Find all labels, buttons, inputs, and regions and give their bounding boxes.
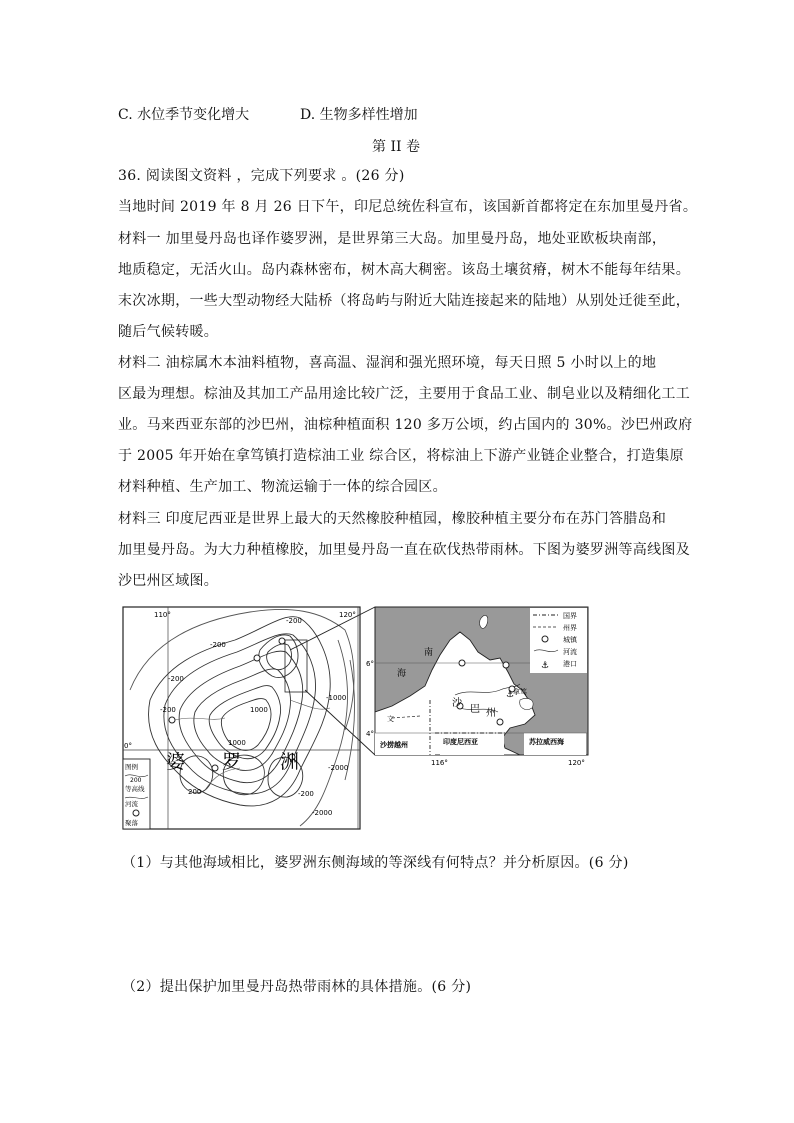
legend-state-border-label: 州界: [563, 624, 577, 632]
contour-label: 1000: [250, 706, 268, 714]
paragraph-line: 末次冰期，一些大型动物经大陆桥（将岛屿与附近大陆连接起来的陆地）从别处迁徙至此，: [118, 293, 690, 309]
paragraph-line: 材料一 加里曼丹岛也译作婆罗洲，是世界第三大岛。加里曼丹岛，地处亚欧板块南部，: [118, 231, 667, 247]
sea-label: 南: [424, 648, 434, 658]
contour-label: -200: [210, 641, 226, 649]
option-c: C. 水位季节变化增大: [118, 107, 250, 123]
island-name-char: 洲: [280, 751, 300, 773]
lat-label-6: 6°: [366, 660, 374, 668]
neighbor-label: 印度尼西亚: [443, 737, 478, 746]
island-name-char: 婆: [166, 751, 186, 773]
sub-question-1: （1）与其他海域相比，婆罗洲东侧海域的等深线有何特点？并分析原因。(6 分): [122, 855, 629, 871]
contour-label: -200: [298, 790, 314, 798]
option-d: D. 生物多样性增加: [300, 107, 418, 123]
paragraph-line: 于 2005 年开始在拿笃镇打造棕油工业 综合区，将棕油上下游产业链企业整合，打造集原: [118, 448, 684, 464]
legend-town-label: 城镇: [563, 636, 577, 644]
brunei-label: 文: [387, 715, 394, 723]
contour-label: -2000: [312, 809, 333, 817]
lon-label-120: 120°: [339, 611, 356, 619]
neighbor-label: 苏拉威西海: [529, 737, 564, 746]
sea-label: 海: [397, 669, 407, 679]
legend-river-label: 河流: [125, 800, 138, 808]
paragraph-line: 材料三 印度尼西亚是世界上最大的天然橡胶种植园，橡胶种植主要分布在苏门答腊岛和: [118, 511, 667, 527]
neighbor-label: 沙捞越州: [380, 740, 408, 749]
port-anchor-icon: ⚓: [506, 690, 515, 700]
paragraph-line: 加里曼丹岛。为大力种植橡胶，加里曼丹岛一直在砍伐热带雨林。下图为婆罗洲等高线图及: [118, 542, 690, 558]
legend-title: 图例: [125, 763, 138, 771]
legend-town-icon: [542, 636, 548, 642]
contour-label: -2000: [328, 764, 349, 772]
legend-settlement-label: 聚落: [125, 819, 138, 827]
lat-label-4: 4°: [366, 730, 374, 738]
island-name-char: 罗: [222, 751, 242, 773]
contour-label: 1000: [228, 739, 246, 747]
contour-label: -200: [168, 675, 184, 683]
state-name-char: 巴: [470, 704, 480, 715]
legend-contour-label: 等高线: [125, 785, 145, 793]
paragraph-line: 当地时间 2019 年 8 月 26 日下午，印尼总统佐科宣布，该国新首都将定在东加里曼丹省。: [118, 199, 698, 215]
legend-settlement-icon: [133, 810, 139, 816]
town-label: 拿笃: [513, 688, 527, 696]
legend-port-icon: ⚓: [541, 661, 550, 671]
state-name-char: 沙: [452, 698, 462, 709]
contour-label: 200: [188, 788, 202, 796]
lon-label-116: 116°: [431, 759, 448, 767]
contour-label: -200: [160, 706, 176, 714]
paragraph-line: 区最为理想。棕油及其加工产品用途比较广泛，主要用于食品工业、制皂业以及精细化工工: [118, 386, 690, 402]
lon-label-110: 110°: [154, 611, 171, 619]
contour-label: -1000: [326, 694, 347, 702]
state-name-char: 州: [486, 708, 496, 719]
paragraph-line: 材料种植、生产加工、物流运输于一体的综合园区。: [118, 479, 447, 495]
lat-label-0: 0°: [124, 742, 132, 750]
right-legend-box: [530, 608, 587, 673]
section-title: 第 II 卷: [372, 139, 420, 155]
sub-question-2: （2）提出保护加里曼丹岛热带雨林的具体措施。(6 分): [122, 979, 472, 995]
paragraph-line: 地质稳定，无活火山。岛内森林密布，树木高大稠密。该岛土壤贫瘠，树木不能每年结果。: [118, 262, 690, 278]
legend-value: 200: [130, 777, 142, 784]
paragraph-line: 材料二 油棕属木本油料植物，喜高温、湿润和强光照环境，每天日照 5 小时以上的地: [118, 355, 657, 371]
island-shape: [520, 698, 533, 709]
question-36-header: 36. 阅读图文资料 ，完成下列要求 。(26 分): [118, 168, 405, 184]
contour-label: -200: [286, 617, 302, 625]
lon-label-120-right: 120°: [568, 759, 585, 767]
legend-river-label-right: 河流: [563, 648, 577, 656]
legend-national-border-label: 国界: [563, 612, 577, 620]
paragraph-line: 业。马来西亚东部的沙巴州，油棕种植面积 120 多万公顷，约占国内的 30%。沙巴州政府: [118, 417, 693, 433]
legend-port-label: 港口: [563, 660, 577, 668]
paragraph-line: 随后气候转暖。: [118, 324, 219, 340]
paragraph-line: 沙巴州区域图。: [118, 573, 219, 589]
